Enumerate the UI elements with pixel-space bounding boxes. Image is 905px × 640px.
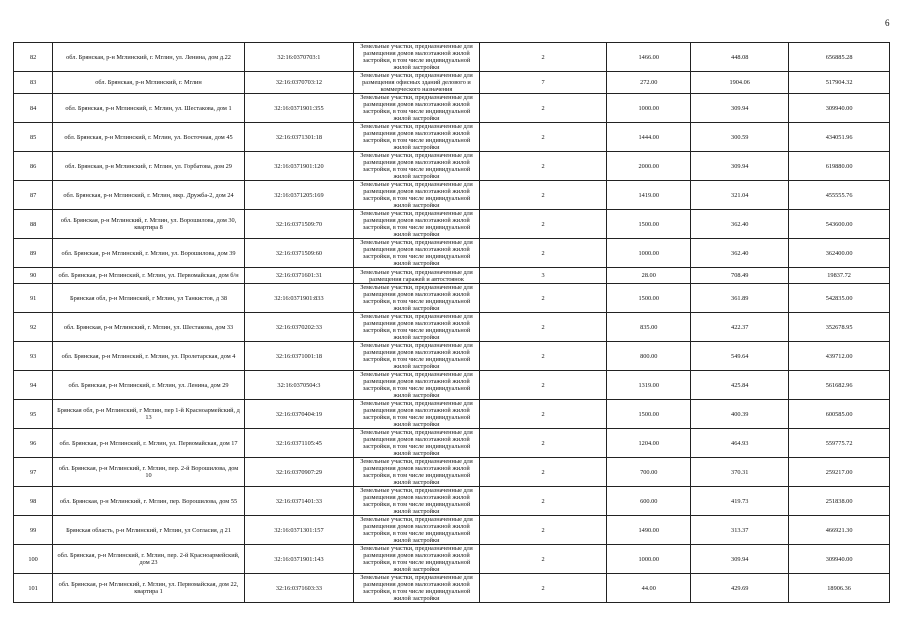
- group-cell: 2: [479, 400, 606, 429]
- land-use-cell: Земельные участки, предназначенные для размещения домов малоэтажной жилой застройки, в том числе индивидуальной жилой застройки: [354, 210, 480, 239]
- area-cell: 800.00: [607, 342, 691, 371]
- rate-cell: 309.94: [691, 152, 789, 181]
- rate-cell: 400.39: [691, 400, 789, 429]
- cadastral-number-cell: 32:16:0371901:143: [244, 545, 353, 574]
- rate-cell: 448.08: [691, 43, 789, 72]
- land-use-cell: Земельные участки, предназначенные для размещения гаражей и автостоянок: [354, 268, 480, 284]
- address-cell: Брянская обл, р-н Мглинский, г Мглин, пер 1-й Красноармейский, д 13: [53, 400, 245, 429]
- cadastral-number-cell: 32:16:0370907:29: [244, 458, 353, 487]
- row-number: 89: [14, 239, 53, 268]
- rate-cell: 313.37: [691, 516, 789, 545]
- rate-cell: 419.73: [691, 487, 789, 516]
- cadastral-number-cell: 32:16:0371901:355: [244, 94, 353, 123]
- land-use-cell: Земельные участки, предназначенные для размещения офисных зданий делового и коммерческого назначения: [354, 72, 480, 94]
- table-row: [14, 181, 890, 210]
- cadastral-number-cell: 32:16:0371509:60: [244, 239, 353, 268]
- group-cell: 2: [479, 43, 606, 72]
- land-use-cell: Земельные участки, предназначенные для размещения домов малоэтажной жилой застройки, в том числе индивидуальной жилой застройки: [354, 181, 480, 210]
- cadastral-value-cell: 18906.36: [789, 574, 890, 603]
- cadastral-value-cell: 517904.32: [789, 72, 890, 94]
- area-cell: 28.00: [607, 268, 691, 284]
- rate-cell: 464.93: [691, 429, 789, 458]
- group-cell: 2: [479, 487, 606, 516]
- group-cell: 7: [479, 72, 606, 94]
- address-cell: обл. Брянская, р-н Мглинский, г. Мглин, ул. Ленина, дом 29: [53, 371, 245, 400]
- cadastral-value-cell: 434051.96: [789, 123, 890, 152]
- group-cell: 2: [479, 284, 606, 313]
- cadastral-value-table: [13, 42, 890, 603]
- table-row: [14, 400, 890, 429]
- area-cell: 1500.00: [607, 210, 691, 239]
- row-number: 100: [14, 545, 53, 574]
- area-cell: 44.00: [607, 574, 691, 603]
- rate-cell: 429.69: [691, 574, 789, 603]
- group-cell: 2: [479, 210, 606, 239]
- group-cell: 2: [479, 516, 606, 545]
- table-row: [14, 210, 890, 239]
- address-cell: обл. Брянская, р-н Мглинский, г. Мглин, ул. Горбатова, дом 29: [53, 152, 245, 181]
- rate-cell: 362.40: [691, 210, 789, 239]
- cadastral-value-cell: 19837.72: [789, 268, 890, 284]
- group-cell: 2: [479, 429, 606, 458]
- cadastral-number-cell: 32:16:0370404:19: [244, 400, 353, 429]
- table-row: [14, 487, 890, 516]
- rate-cell: 309.94: [691, 94, 789, 123]
- land-use-cell: Земельные участки, предназначенные для размещения домов малоэтажной жилой застройки, в том числе индивидуальной жилой застройки: [354, 400, 480, 429]
- cadastral-number-cell: 32:16:0370202:33: [244, 313, 353, 342]
- cadastral-value-cell: 251838.00: [789, 487, 890, 516]
- land-use-cell: Земельные участки, предназначенные для размещения домов малоэтажной жилой застройки, в том числе индивидуальной жилой застройки: [354, 123, 480, 152]
- row-number: 95: [14, 400, 53, 429]
- row-number: 94: [14, 371, 53, 400]
- cadastral-value-cell: 362400.00: [789, 239, 890, 268]
- rate-cell: 1904.06: [691, 72, 789, 94]
- area-cell: 1204.00: [607, 429, 691, 458]
- table-row: [14, 516, 890, 545]
- land-use-cell: Земельные участки, предназначенные для размещения домов малоэтажной жилой застройки, в том числе индивидуальной жилой застройки: [354, 545, 480, 574]
- area-cell: 1319.00: [607, 371, 691, 400]
- cadastral-number-cell: 32:16:0371603:33: [244, 574, 353, 603]
- group-cell: 2: [479, 152, 606, 181]
- table-row: [14, 43, 890, 72]
- row-number: 90: [14, 268, 53, 284]
- cadastral-number-cell: 32:16:0371901:833: [244, 284, 353, 313]
- table-row: [14, 429, 890, 458]
- group-cell: 2: [479, 458, 606, 487]
- cadastral-value-cell: 543600.00: [789, 210, 890, 239]
- cadastral-value-cell: 466921.30: [789, 516, 890, 545]
- table-row: [14, 72, 890, 94]
- address-cell: Брянская область, р-н Мглинский, г Мглин, ул Согласия, д 21: [53, 516, 245, 545]
- table-row: [14, 545, 890, 574]
- address-cell: обл. Брянская, р-н Мглинский, г. Мглин, мкр. Дружба-2, дом 24: [53, 181, 245, 210]
- group-cell: 3: [479, 268, 606, 284]
- address-cell: обл. Брянская, р-н Мглинский, г. Мглин, ул. Первомайская, дом б/н: [53, 268, 245, 284]
- row-number: 91: [14, 284, 53, 313]
- area-cell: 700.00: [607, 458, 691, 487]
- address-cell: обл. Брянская, р-н Мглинский, г. Мглин, ул. Первомайская, дом 22, квартира 1: [53, 574, 245, 603]
- row-number: 92: [14, 313, 53, 342]
- area-cell: 2000.00: [607, 152, 691, 181]
- land-use-cell: Земельные участки, предназначенные для размещения домов малоэтажной жилой застройки, в том числе индивидуальной жилой застройки: [354, 94, 480, 123]
- table-row: [14, 342, 890, 371]
- land-use-cell: Земельные участки, предназначенные для размещения домов малоэтажной жилой застройки, в том числе индивидуальной жилой застройки: [354, 284, 480, 313]
- cadastral-value-cell: 352678.95: [789, 313, 890, 342]
- table-row: [14, 152, 890, 181]
- cadastral-number-cell: 32:16:0371301:18: [244, 123, 353, 152]
- address-cell: обл. Брянская, р-н Мглинский, г. Мглин, ул. Первомайская, дом 17: [53, 429, 245, 458]
- address-cell: обл. Брянская, р-н Мглинский, г. Мглин, ул. Ленина, дом д.22: [53, 43, 245, 72]
- address-cell: Брянская обл, р-н Мглинский, г Мглин, ул Танкистов, д 38: [53, 284, 245, 313]
- group-cell: 2: [479, 239, 606, 268]
- rate-cell: 309.94: [691, 545, 789, 574]
- cadastral-value-cell: 259217.00: [789, 458, 890, 487]
- row-number: 96: [14, 429, 53, 458]
- group-cell: 2: [479, 313, 606, 342]
- cadastral-value-cell: 561682.96: [789, 371, 890, 400]
- area-cell: 1000.00: [607, 94, 691, 123]
- cadastral-value-cell: 656885.28: [789, 43, 890, 72]
- land-use-cell: Земельные участки, предназначенные для размещения домов малоэтажной жилой застройки, в том числе индивидуальной жилой застройки: [354, 371, 480, 400]
- address-cell: обл. Брянская, р-н Мглинский, г. Мглин, ул. Пролетарская, дом 4: [53, 342, 245, 371]
- address-cell: обл. Брянская, р-н Мглинский, г. Мглин, пер. Ворошилова, дом 55: [53, 487, 245, 516]
- cadastral-value-cell: 542835.00: [789, 284, 890, 313]
- row-number: 83: [14, 72, 53, 94]
- rate-cell: 321.04: [691, 181, 789, 210]
- cadastral-number-cell: 32:16:0371901:120: [244, 152, 353, 181]
- address-cell: обл. Брянская, р-н Мглинский, г. Мглин: [53, 72, 245, 94]
- area-cell: 1500.00: [607, 284, 691, 313]
- row-number: 85: [14, 123, 53, 152]
- land-use-cell: Земельные участки, предназначенные для размещения домов малоэтажной жилой застройки, в том числе индивидуальной жилой застройки: [354, 516, 480, 545]
- cadastral-number-cell: 32:16:0371301:157: [244, 516, 353, 545]
- area-cell: 1500.00: [607, 400, 691, 429]
- area-cell: 1419.00: [607, 181, 691, 210]
- land-use-cell: Земельные участки, предназначенные для размещения домов малоэтажной жилой застройки, в том числе индивидуальной жилой застройки: [354, 487, 480, 516]
- land-use-cell: Земельные участки, предназначенные для размещения домов малоэтажной жилой застройки, в том числе индивидуальной жилой застройки: [354, 342, 480, 371]
- group-cell: 2: [479, 371, 606, 400]
- rate-cell: 549.64: [691, 342, 789, 371]
- cadastral-number-cell: 32:16:0370504:3: [244, 371, 353, 400]
- land-use-cell: Земельные участки, предназначенные для размещения домов малоэтажной жилой застройки, в том числе индивидуальной жилой застройки: [354, 239, 480, 268]
- group-cell: 2: [479, 342, 606, 371]
- group-cell: 2: [479, 574, 606, 603]
- land-use-cell: Земельные участки, предназначенные для размещения домов малоэтажной жилой застройки, в том числе индивидуальной жилой застройки: [354, 458, 480, 487]
- cadastral-value-cell: 559775.72: [789, 429, 890, 458]
- cadastral-value-cell: 455555.76: [789, 181, 890, 210]
- area-cell: 272.00: [607, 72, 691, 94]
- land-use-cell: Земельные участки, предназначенные для размещения домов малоэтажной жилой застройки, в том числе индивидуальной жилой застройки: [354, 152, 480, 181]
- row-number: 88: [14, 210, 53, 239]
- cadastral-value-cell: 619880.00: [789, 152, 890, 181]
- table-row: [14, 123, 890, 152]
- cadastral-number-cell: 32:16:0371001:18: [244, 342, 353, 371]
- table-body: [14, 43, 890, 603]
- cadastral-value-cell: 600585.00: [789, 400, 890, 429]
- table-row: [14, 458, 890, 487]
- land-use-cell: Земельные участки, предназначенные для размещения домов малоэтажной жилой застройки, в том числе индивидуальной жилой застройки: [354, 313, 480, 342]
- page-number: 6: [885, 18, 890, 28]
- cadastral-number-cell: 32:16:0371205:169: [244, 181, 353, 210]
- row-number: 87: [14, 181, 53, 210]
- row-number: 98: [14, 487, 53, 516]
- cadastral-value-cell: 309940.00: [789, 94, 890, 123]
- rate-cell: 425.84: [691, 371, 789, 400]
- land-use-cell: Земельные участки, предназначенные для размещения домов малоэтажной жилой застройки, в том числе индивидуальной жилой застройки: [354, 574, 480, 603]
- cadastral-number-cell: 32:16:0371401:33: [244, 487, 353, 516]
- address-cell: обл. Брянская, р-н Мглинский, г. Мглин, ул. Ворошилова, дом 30, квартира 8: [53, 210, 245, 239]
- row-number: 97: [14, 458, 53, 487]
- group-cell: 2: [479, 94, 606, 123]
- rate-cell: 300.59: [691, 123, 789, 152]
- cadastral-number-cell: 32:16:0370703:1: [244, 43, 353, 72]
- address-cell: обл. Брянская, р-н Мглинский, г. Мглин, пер. 2-й Ворошилова, дом 10: [53, 458, 245, 487]
- row-number: 84: [14, 94, 53, 123]
- area-cell: 1466.00: [607, 43, 691, 72]
- group-cell: 2: [479, 123, 606, 152]
- address-cell: обл. Брянская, р-н Мглинский, г. Мглин, ул. Восточная, дом 45: [53, 123, 245, 152]
- area-cell: 1000.00: [607, 239, 691, 268]
- rate-cell: 422.37: [691, 313, 789, 342]
- row-number: 99: [14, 516, 53, 545]
- area-cell: 600.00: [607, 487, 691, 516]
- cadastral-number-cell: 32:16:0371509:70: [244, 210, 353, 239]
- address-cell: обл. Брянская, р-н Мглинский, г. Мглин, ул. Ворошилова, дом 39: [53, 239, 245, 268]
- rate-cell: 370.31: [691, 458, 789, 487]
- address-cell: обл. Брянская, р-н Мглинский, г. Мглин, ул. Шестакова, дом 33: [53, 313, 245, 342]
- land-use-cell: Земельные участки, предназначенные для размещения домов малоэтажной жилой застройки, в том числе индивидуальной жилой застройки: [354, 429, 480, 458]
- row-number: 93: [14, 342, 53, 371]
- table-row: [14, 574, 890, 603]
- table-row: [14, 284, 890, 313]
- rate-cell: 708.49: [691, 268, 789, 284]
- table-row: [14, 313, 890, 342]
- address-cell: обл. Брянская, р-н Мглинский, г. Мглин, пер. 2-й Красноармейский, дом 23: [53, 545, 245, 574]
- area-cell: 1444.00: [607, 123, 691, 152]
- area-cell: 1000.00: [607, 545, 691, 574]
- land-use-cell: Земельные участки, предназначенные для размещения домов малоэтажной жилой застройки, в том числе индивидуальной жилой застройки: [354, 43, 480, 72]
- cadastral-number-cell: 32:16:0371601:31: [244, 268, 353, 284]
- cadastral-number-cell: 32:16:0370703:12: [244, 72, 353, 94]
- table-row: [14, 371, 890, 400]
- table-row: [14, 94, 890, 123]
- table-row: [14, 268, 890, 284]
- address-cell: обл. Брянская, р-н Мглинский, г. Мглин, ул. Шестакова, дом 1: [53, 94, 245, 123]
- row-number: 86: [14, 152, 53, 181]
- table-row: [14, 239, 890, 268]
- cadastral-value-cell: 309940.00: [789, 545, 890, 574]
- group-cell: 2: [479, 545, 606, 574]
- cadastral-value-cell: 439712.00: [789, 342, 890, 371]
- row-number: 101: [14, 574, 53, 603]
- area-cell: 835.00: [607, 313, 691, 342]
- row-number: 82: [14, 43, 53, 72]
- group-cell: 2: [479, 181, 606, 210]
- rate-cell: 361.89: [691, 284, 789, 313]
- cadastral-number-cell: 32:16:0371105:45: [244, 429, 353, 458]
- area-cell: 1490.00: [607, 516, 691, 545]
- rate-cell: 362.40: [691, 239, 789, 268]
